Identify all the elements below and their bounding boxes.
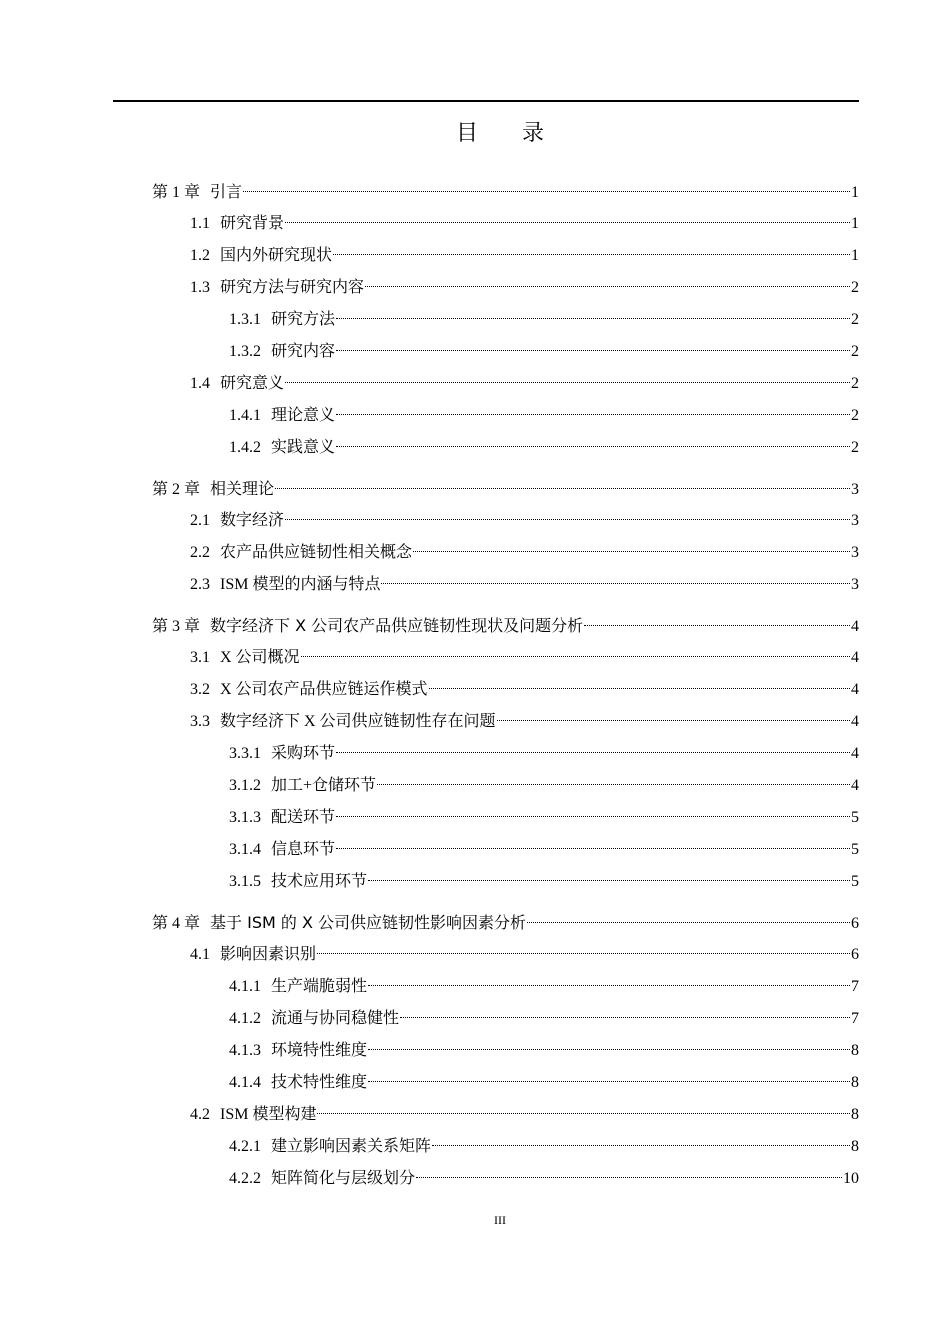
toc-entry-label: 数字经济下 X 公司供应链韧性存在问题 <box>220 713 496 730</box>
toc-entry-page: 5 <box>851 873 859 890</box>
toc-leader-dots <box>333 254 850 255</box>
toc-entry-page: 3 <box>851 481 859 498</box>
toc-entry-label: 数字经济下 X 公司农产品供应链韧性现状及问题分析 <box>210 616 584 635</box>
toc-entry-number: 3.1 <box>190 649 210 666</box>
toc-entry-number: 3.1.5 <box>229 873 261 890</box>
toc-entry[interactable] <box>229 804 859 832</box>
toc-title <box>0 116 950 147</box>
toc-entry[interactable] <box>190 644 859 672</box>
toc-entry-label: 数字经济 <box>220 512 285 529</box>
toc-entry[interactable] <box>190 370 859 398</box>
toc-leader-dots <box>336 848 850 849</box>
toc-entry-page: 8 <box>851 1106 859 1123</box>
toc-leader-dots <box>368 1049 850 1050</box>
toc-entry-label: 技术应用环节 <box>271 873 368 890</box>
toc-entry-number: 3.1.4 <box>229 841 261 858</box>
toc-entry[interactable] <box>229 1037 859 1065</box>
toc-entry-label: 实践意义 <box>271 439 336 456</box>
toc-entry-label: 采购环节 <box>271 745 336 762</box>
toc-entry[interactable] <box>190 708 859 736</box>
toc-entry-number: 4.2.2 <box>229 1170 261 1187</box>
toc-leader-dots <box>317 1113 850 1114</box>
toc-entry-label: X 公司概况 <box>220 649 300 666</box>
toc-leader-dots <box>317 953 850 954</box>
toc-entry-page: 2 <box>851 311 859 328</box>
toc-entry-number: 第 4 章 <box>152 915 201 932</box>
toc-entry[interactable] <box>190 571 859 599</box>
toc-leader-dots <box>377 784 850 785</box>
toc-entry-number: 1.2 <box>190 247 210 264</box>
toc-leader-dots <box>432 1145 850 1146</box>
toc-entry-number: 3.1.2 <box>229 777 261 794</box>
toc-leader-dots <box>285 222 850 223</box>
toc-entry-label: 国内外研究现状 <box>220 247 333 264</box>
toc-entry-number: 3.3.1 <box>229 745 261 762</box>
toc-entry-page: 3 <box>851 576 859 593</box>
toc-entry[interactable] <box>190 242 859 270</box>
toc-entry-label: 研究意义 <box>220 375 285 392</box>
toc-entry-number: 4.2 <box>190 1106 210 1123</box>
toc-entry-label: 生产端脆弱性 <box>271 978 368 995</box>
toc-entry-page: 1 <box>851 184 859 201</box>
toc-leader-dots <box>368 1081 850 1082</box>
toc-entry-page: 4 <box>851 745 859 762</box>
toc-entry[interactable] <box>229 772 859 800</box>
toc-leader-dots <box>336 446 850 447</box>
toc-entry-number: 3.3 <box>190 713 210 730</box>
toc-entry[interactable] <box>152 475 859 503</box>
toc-entry-page: 3 <box>851 512 859 529</box>
toc-entry-page: 6 <box>851 915 859 932</box>
toc-entry-label: ISM 模型构建 <box>220 1106 317 1123</box>
toc-entry-label: 研究方法与研究内容 <box>220 279 365 296</box>
toc-leader-dots <box>400 1017 850 1018</box>
toc-leader-dots <box>285 382 850 383</box>
toc-entry-label: 基于 ISM 的 X 公司供应链韧性影响因素分析 <box>210 913 527 932</box>
toc-entry-page: 4 <box>851 649 859 666</box>
toc-entry[interactable] <box>229 1069 859 1097</box>
toc-entry[interactable] <box>229 1165 859 1193</box>
toc-leader-dots <box>365 286 850 287</box>
toc-entry-page: 1 <box>851 215 859 232</box>
toc-entry[interactable] <box>190 274 859 302</box>
toc-entry-page: 8 <box>851 1138 859 1155</box>
toc-entry-number: 1.3.1 <box>229 311 261 328</box>
toc-entry-page: 8 <box>851 1074 859 1091</box>
toc-entry-label: 矩阵简化与层级划分 <box>271 1170 416 1187</box>
toc-entry-number: 3.1.3 <box>229 809 261 826</box>
toc-entry-number: 1.3.2 <box>229 343 261 360</box>
toc-leader-dots <box>243 191 850 192</box>
toc-leader-dots <box>584 625 850 626</box>
toc-leader-dots <box>368 985 850 986</box>
toc-leader-dots <box>336 752 850 753</box>
toc-entry-label: 研究内容 <box>271 343 336 360</box>
toc-entry-label: 影响因素识别 <box>220 946 317 963</box>
toc-entry-page: 4 <box>851 618 859 635</box>
toc-entry[interactable] <box>229 1133 859 1161</box>
toc-entry[interactable] <box>229 306 859 334</box>
toc-entry-number: 4.1.2 <box>229 1010 261 1027</box>
toc-entry-page: 4 <box>851 713 859 730</box>
toc-entry[interactable] <box>229 868 859 896</box>
toc-entry[interactable] <box>190 507 859 535</box>
toc-entry-label: X 公司农产品供应链运作模式 <box>220 681 428 698</box>
toc-leader-dots <box>285 519 850 520</box>
toc-entry[interactable] <box>229 434 859 462</box>
toc-entry-page: 1 <box>851 247 859 264</box>
toc-entry-page: 5 <box>851 809 859 826</box>
toc-leader-dots <box>336 414 850 415</box>
toc-entry[interactable] <box>152 612 859 640</box>
toc-entry-page: 2 <box>851 279 859 296</box>
toc-entry-number: 4.1 <box>190 946 210 963</box>
toc-entry-page: 6 <box>851 946 859 963</box>
toc-entry-number: 第 1 章 <box>152 184 201 201</box>
toc-entry-page: 5 <box>851 841 859 858</box>
toc-entry-label: 配送环节 <box>271 809 336 826</box>
toc-entry-number: 第 2 章 <box>152 481 201 498</box>
toc-entry-page: 2 <box>851 343 859 360</box>
toc-entry-label: 环境特性维度 <box>271 1042 368 1059</box>
toc-entry-number: 3.2 <box>190 681 210 698</box>
toc-leader-dots <box>336 350 850 351</box>
toc-entry-label: 建立影响因素关系矩阵 <box>271 1138 432 1155</box>
toc-entry-label: 研究背景 <box>220 215 285 232</box>
toc-leader-dots <box>368 880 850 881</box>
toc-entry-number: 2.3 <box>190 576 210 593</box>
toc-entry-label: 技术特性维度 <box>271 1074 368 1091</box>
toc-entry-number: 2.2 <box>190 544 210 561</box>
toc-entry-page: 3 <box>851 544 859 561</box>
toc-entry-number: 1.4.1 <box>229 407 261 424</box>
toc-entry-number: 1.4 <box>190 375 210 392</box>
toc-leader-dots <box>527 922 850 923</box>
toc-entry-label: 农产品供应链韧性相关概念 <box>220 544 413 561</box>
toc-entry-label: ISM 模型的内涵与特点 <box>220 576 381 593</box>
toc-entry[interactable] <box>152 909 859 937</box>
toc-entry-page: 4 <box>851 777 859 794</box>
toc-entry-label: 理论意义 <box>271 407 336 424</box>
toc-entry-label: 相关理论 <box>210 479 275 498</box>
toc-entry[interactable] <box>229 740 859 768</box>
toc-entry-page: 7 <box>851 1010 859 1027</box>
toc-entry-page: 4 <box>851 681 859 698</box>
page-number-footer: III <box>494 1213 506 1227</box>
toc-entry-label: 流通与协同稳健性 <box>271 1010 400 1027</box>
toc-entry-page: 2 <box>851 375 859 392</box>
toc-entry[interactable] <box>229 1005 859 1033</box>
toc-entry-number: 1.4.2 <box>229 439 261 456</box>
toc-entry-page: 10 <box>843 1170 859 1187</box>
header-rule <box>113 100 859 102</box>
toc-entry[interactable] <box>229 402 859 430</box>
toc-entry-page: 2 <box>851 439 859 456</box>
toc-entry[interactable] <box>229 338 859 366</box>
toc-entry-number: 1.3 <box>190 279 210 296</box>
toc-entry[interactable] <box>190 941 859 969</box>
toc-entry-number: 4.1.1 <box>229 978 261 995</box>
toc-leader-dots <box>429 688 850 689</box>
toc-leader-dots <box>413 551 850 552</box>
toc-entry[interactable] <box>152 178 859 206</box>
toc-entry[interactable] <box>190 210 859 238</box>
toc-entry-label: 信息环节 <box>271 841 336 858</box>
toc-leader-dots <box>275 488 850 489</box>
toc-entry[interactable] <box>229 836 859 864</box>
toc-leader-dots <box>381 583 850 584</box>
toc-entry-label: 研究方法 <box>271 311 336 328</box>
toc-entry-number: 4.1.4 <box>229 1074 261 1091</box>
toc-leader-dots <box>416 1177 842 1178</box>
toc-entry[interactable] <box>190 539 859 567</box>
toc-leader-dots <box>336 816 850 817</box>
title-char: 目 <box>455 120 478 145</box>
toc-entry-label: 加工+仓储环节 <box>271 777 377 794</box>
toc-entry-number: 4.2.1 <box>229 1138 261 1155</box>
toc-entry[interactable] <box>190 1101 859 1129</box>
toc-entry-number: 4.1.3 <box>229 1042 261 1059</box>
toc-leader-dots <box>301 656 850 657</box>
toc-entry-label: 引言 <box>210 182 243 201</box>
title-char: 录 <box>522 120 545 145</box>
toc-leader-dots <box>497 720 850 721</box>
toc-entry-page: 7 <box>851 978 859 995</box>
toc-entry[interactable] <box>229 973 859 1001</box>
toc-entry-number: 2.1 <box>190 512 210 529</box>
toc-entry-number: 第 3 章 <box>152 618 201 635</box>
toc-entry[interactable] <box>190 676 859 704</box>
toc-entry-number: 1.1 <box>190 215 210 232</box>
toc-entry-page: 2 <box>851 407 859 424</box>
toc-entry-page: 8 <box>851 1042 859 1059</box>
toc-leader-dots <box>336 318 850 319</box>
